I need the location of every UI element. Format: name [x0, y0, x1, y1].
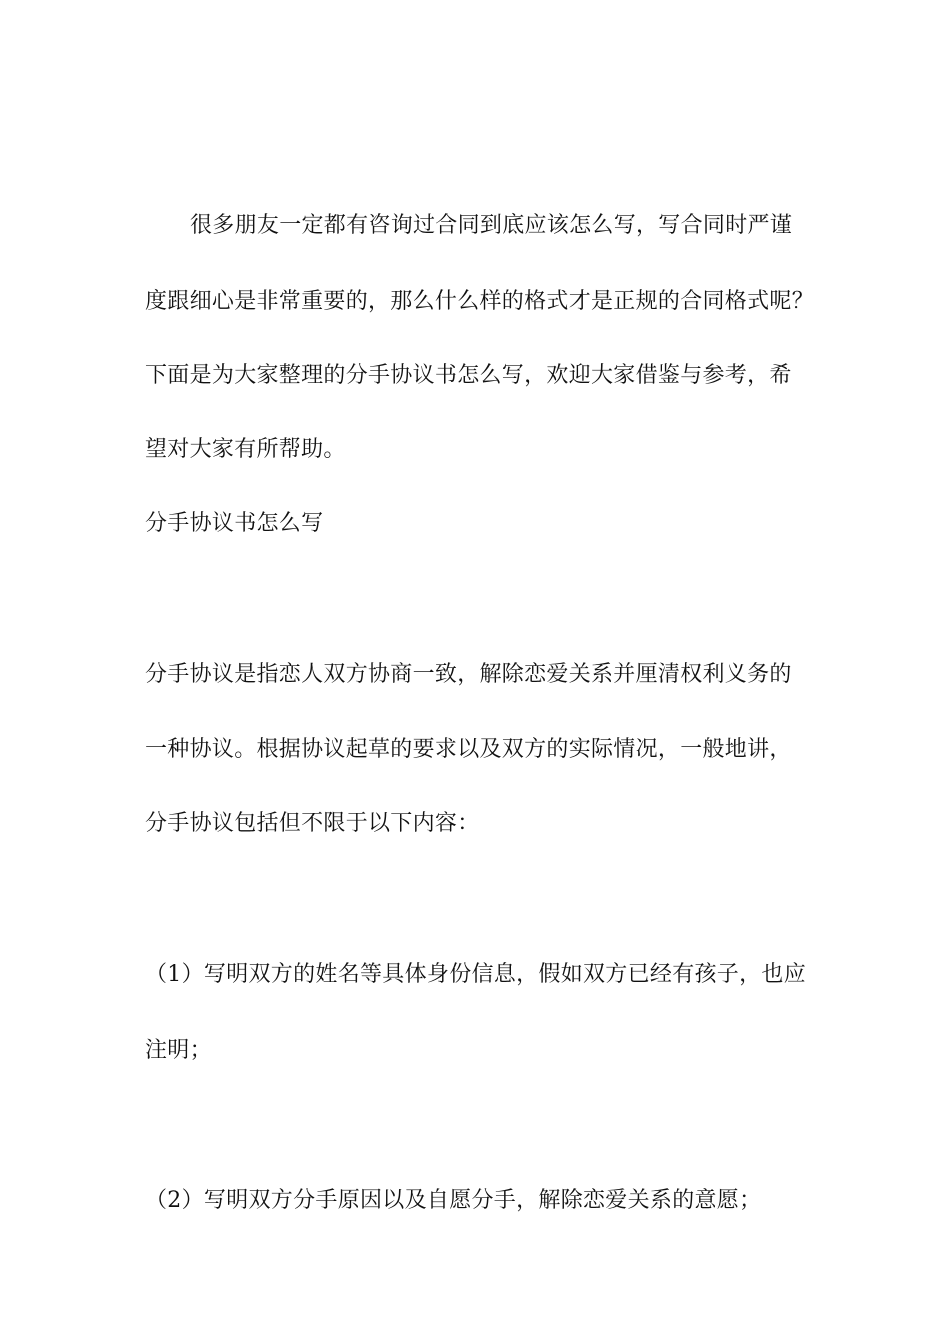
intro-line-4: 望对大家有所帮助。: [145, 437, 346, 462]
definition-line-3: 分手协议包括但不限于以下内容：: [145, 811, 480, 836]
intro-line-1: 很多朋友一定都有咨询过合同到底应该怎么写，写合同时严谨: [190, 213, 793, 238]
section-heading: 分手协议书怎么写: [145, 511, 324, 536]
definition-line-1: 分手协议是指恋人双方协商一致，解除恋爱关系并厘清权利义务的: [145, 662, 792, 687]
list-item-1-line-2: 注明；: [145, 1038, 212, 1063]
list-item-1-line-1: （1）写明双方的姓名等具体身份信息，假如双方已经有孩子，也应: [145, 962, 806, 987]
list-item-2-line-1: （2）写明双方分手原因以及自愿分手，解除恋爱关系的意愿；: [145, 1188, 762, 1213]
intro-line-3: 下面是为大家整理的分手协议书怎么写，欢迎大家借鉴与参考，希: [145, 363, 792, 388]
definition-line-2: 一种协议。根据协议起草的要求以及双方的实际情况，一般地讲，: [145, 737, 792, 762]
intro-line-2: 度跟细心是非常重要的，那么什么样的格式才是正规的合同格式呢？: [145, 289, 815, 314]
